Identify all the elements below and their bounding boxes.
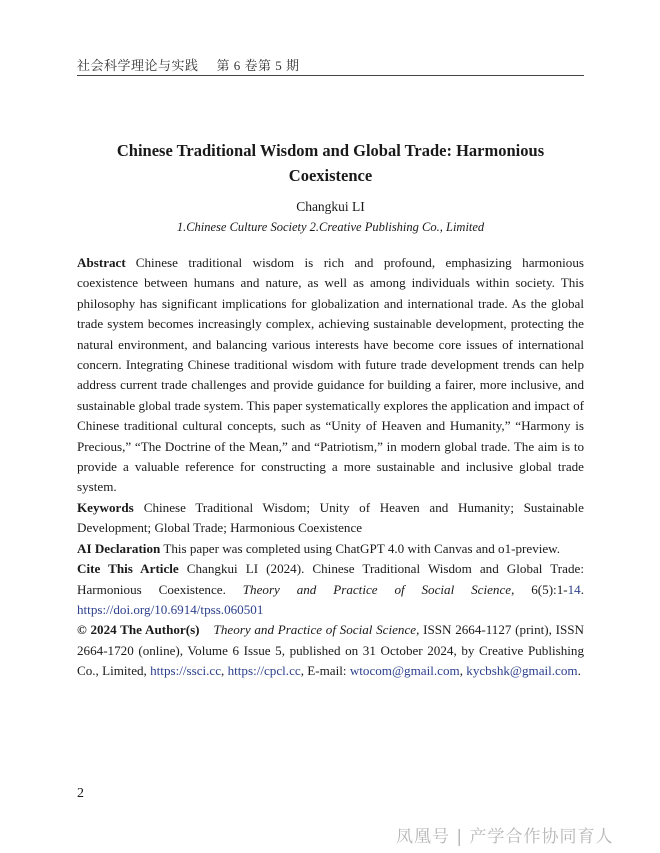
ai-declaration-paragraph [77, 539, 584, 559]
keywords-paragraph [77, 498, 584, 539]
copyright-comma-2: , [459, 663, 463, 679]
citation-end-page-link[interactable]: 14 [567, 581, 581, 597]
citation-journal: Theory and Practice of Social Science [242, 581, 512, 597]
cpcl-link[interactable]: https://cpcl.cc [227, 663, 301, 679]
keywords-label: Keywords [77, 499, 134, 515]
citation-details: , 6(5):1- [511, 581, 568, 597]
copyright-label: © 2024 The Author(s) [77, 622, 200, 638]
citation-text: Changkui LI (2024). Chinese Traditional Wisdom and Global Trade: Harmonious Coexistence. [77, 561, 584, 597]
page-number: 2 [77, 786, 84, 801]
abstract-text: Chinese traditional wisdom is rich and profound, emphasizing harmonious coexistence between humans and nature, as well as among individuals within society. This philosophy has significant implications for globalization and international trade. As the global trade system becomes increasingly complex, achieving sustainable development, protecting the natural environment, and balancing various interests have become core issues of international concern. Integrating Chinese traditional wisdom with future trade development trends can help address current trade challenges and provide guidance for building a fairer, more inclusive, and sustainable global trade system. This paper systematically explores the application and impact of Chinese traditional cultural concepts, such as “Unity of Heaven and Humanity,” “Harmony is Precious,” “The Doctrine of the Mean,” and “Patriotism,” in modern global trade. The aim is to provide a valuable reference for constructing a more sustainable and inclusive global trade system. [77, 255, 584, 495]
watermark-text: 凤凰号 | 产学合作协同育人 [396, 827, 614, 847]
email-link-2[interactable]: kycbshk@gmail.com [466, 663, 578, 679]
volume-issue: 第 6 卷第 5 期 [216, 58, 300, 73]
front-matter [77, 253, 584, 682]
citation-period: . [580, 581, 584, 597]
doi-link[interactable]: https://doi.org/10.6914/tpss.060501 [77, 601, 264, 617]
copyright-end: . [577, 663, 581, 679]
citation-label: Cite This Article [77, 561, 179, 577]
keywords-text: Chinese Traditional Wisdom; Unity of Heaven and Humanity; Sustainable Development; Global Trade; Harmonious Coexistence [77, 499, 584, 536]
paper-affiliation: 1.Chinese Culture Society 2.Creative Publishing Co., Limited [176, 220, 485, 234]
paper-author: Changkui LI [296, 199, 365, 214]
paper-title: Chinese Traditional Wisdom and Global Trade: Harmonious Coexistence [116, 141, 545, 185]
abstract-label: Abstract [77, 255, 126, 270]
running-header [77, 55, 300, 74]
copyright-journal: Theory and Practice of Social Science [213, 622, 417, 638]
ai-declaration-text: This paper was completed using ChatGPT 4.0 with Canvas and o1-preview. [163, 540, 561, 556]
email-link-1[interactable]: wtocom@gmail.com [349, 663, 460, 679]
ai-declaration-label: AI Declaration [77, 540, 161, 556]
copyright-comma-1: , [221, 663, 225, 679]
ssci-link[interactable]: https://ssci.cc [150, 663, 222, 679]
citation-paragraph [77, 559, 584, 620]
copyright-text: , ISSN 2664-1127 (print), ISSN 2664-1720 (online), Volume 6 Issue 5, published on 31 October 2024, by Creative Publishing Co., Limited, [77, 622, 584, 679]
header-divider [77, 75, 584, 76]
email-label: , E-mail: [300, 663, 347, 679]
journal-name: 社会科学理论与实践 [77, 58, 199, 73]
abstract-paragraph [77, 253, 584, 498]
copyright-paragraph [77, 620, 584, 681]
